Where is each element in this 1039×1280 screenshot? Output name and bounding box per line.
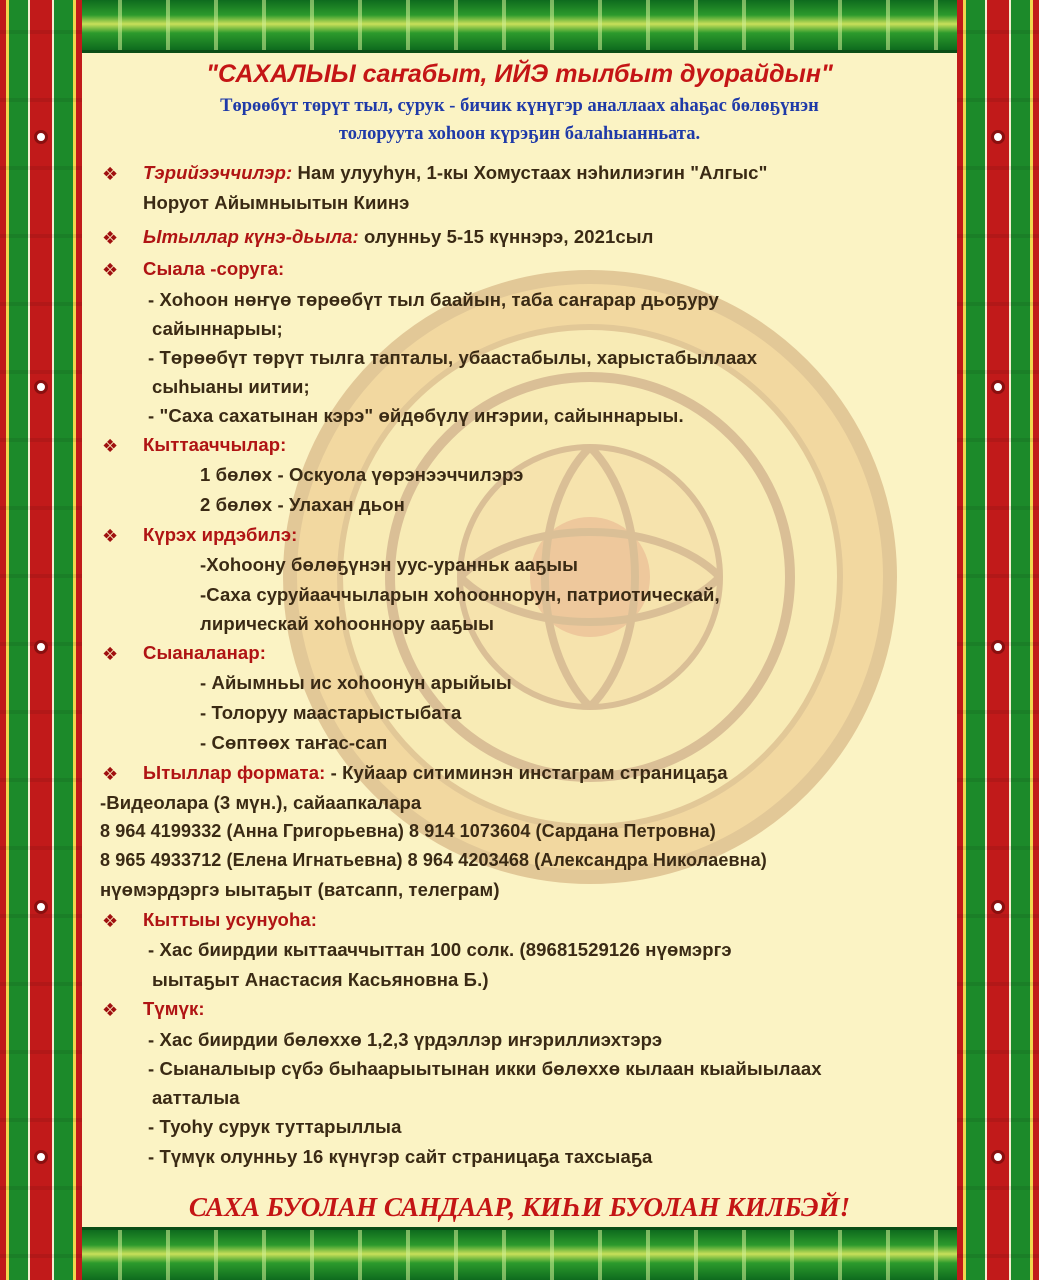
participants-item: 2 бөлөх - Улахан дьон bbox=[200, 494, 405, 515]
top-ornament-border bbox=[0, 0, 1039, 53]
goals-item: сайыннарыы; bbox=[152, 318, 283, 339]
results-item: - Сыаналыыр сүбэ быһаарыытынан икки бөлөххө кылаан кыайыылаах bbox=[148, 1058, 822, 1079]
bullet-icon: ❖ bbox=[102, 228, 119, 248]
organizers-label: Тэрийээччилэр: bbox=[143, 162, 293, 183]
requirements-item: -Хоһоону бөлөҕүнэн уус-уранньк ааҕыы bbox=[200, 554, 579, 575]
bottom-ornament-border bbox=[0, 1227, 1039, 1280]
right-ornament-border bbox=[957, 0, 1039, 1280]
bullet-icon: ❖ bbox=[102, 436, 119, 456]
format-label: Ытыллар формата: bbox=[143, 762, 326, 783]
results-item: аатталыа bbox=[152, 1087, 240, 1108]
judging-item: - Толоруу маастарыстыбата bbox=[200, 702, 462, 723]
goals-item: - Хоһоон нөҥүө төрөөбүт тыл баайын, таба саҥарар дьоҕуру bbox=[148, 289, 719, 310]
organizers-line-2: Норуот Айымныытын Киинэ bbox=[143, 192, 410, 213]
bullet-icon: ❖ bbox=[102, 164, 119, 184]
requirements-item: лирическай хоһооннору ааҕыы bbox=[200, 613, 495, 634]
goals-item: сыһыаны иитии; bbox=[152, 376, 310, 397]
dates-label: Ытыллар күнэ-дьыла: bbox=[143, 226, 359, 247]
bullet-icon: ❖ bbox=[102, 911, 119, 931]
bullet-icon: ❖ bbox=[102, 764, 119, 784]
format-text: - Куйаар ситиминэн инстаграм страницаҕа bbox=[325, 762, 728, 783]
format-line-2: -Видеолара (3 мүн.), сайаапкалара bbox=[100, 792, 422, 813]
closing-slogan: САХА БУОЛАН САНДААР, КИҺИ БУОЛАН КИЛБЭЙ! bbox=[188, 1192, 851, 1222]
judging-label: Сыаналанар: bbox=[143, 642, 266, 663]
requirements-item: -Саха суруйааччыларын хоһооннорун, патриотическай, bbox=[200, 584, 720, 605]
subtitle-line-2: толоруута хоһоон күрэҕин балаһыанньата. bbox=[338, 124, 701, 144]
fee-item: - Хас биирдии кыттааччыттан 100 солк. (89681529126 нүөмэргэ bbox=[148, 939, 732, 960]
fee-label: Кыттыы усунуоһа: bbox=[143, 909, 318, 930]
results-item: - Хас биирдии бөлөххө 1,2,3 үрдэллэр иҥэриллиэхтэрэ bbox=[148, 1029, 663, 1050]
dates-text: олунньу 5-15 күннэрэ, 2021сыл bbox=[358, 226, 654, 247]
document-content bbox=[84, 52, 955, 1222]
contact-line: 8 965 4933712 (Елена Игнатьевна) 8 964 4203468 (Александра Николаевна) bbox=[100, 850, 767, 870]
results-item: - Туоһу сурук туттарыллыа bbox=[148, 1116, 402, 1137]
subtitle-line-1: Төрөөбүт төрүт тыл, сурук - бичик күнүгэр аналлаах аһаҕас бөлөҕүнэн bbox=[220, 96, 819, 116]
organizers-line bbox=[143, 162, 767, 184]
format-line bbox=[143, 762, 728, 784]
goals-label: Сыала -соруга: bbox=[143, 258, 285, 279]
bullet-icon: ❖ bbox=[102, 644, 119, 664]
results-label: Түмүк: bbox=[143, 998, 205, 1019]
goals-item: - Төрөөбүт төрүт тылга тапталы, убаастабылы, харыстабыллаах bbox=[148, 347, 758, 368]
left-ornament-border bbox=[0, 0, 82, 1280]
bullet-icon: ❖ bbox=[102, 260, 119, 280]
goals-item: - "Саха сахатынан кэрэ" өйдөбүлү иҥэрии, сайыннарыы. bbox=[148, 405, 684, 426]
participants-item: 1 бөлөх - Оскуола үөрэнээччилэрэ bbox=[200, 464, 524, 485]
results-item: - Түмүк олунньу 16 күнүгэр сайт страницаҕа тахсыаҕа bbox=[148, 1146, 653, 1167]
format-line-last: нүөмэрдэргэ ыытаҕыт (ватсапп, телеграм) bbox=[100, 879, 500, 900]
judging-item: - Айымньы ис хоһоонун арыйыы bbox=[200, 672, 512, 693]
poster-subtitle bbox=[84, 92, 955, 148]
bullet-icon: ❖ bbox=[102, 526, 119, 546]
requirements-label: Күрэх ирдэбилэ: bbox=[143, 524, 298, 545]
participants-label: Кыттааччылар: bbox=[143, 434, 287, 455]
judging-item: - Сөптөөх таҥас-сап bbox=[200, 732, 388, 753]
organizers-text: Нам улууһун, 1-кы Хомустаах нэһилиэгин "Алгыс" bbox=[292, 162, 768, 183]
dates-line bbox=[143, 226, 654, 248]
bullet-icon: ❖ bbox=[102, 1000, 119, 1020]
poster-title: "САХАЛЫЫ саҥабыт, ИЙЭ тылбыт дуорайдын" bbox=[206, 60, 833, 88]
contact-line: 8 964 4199332 (Анна Григорьевна) 8 914 1073604 (Сардана Петровна) bbox=[100, 821, 716, 841]
fee-item: ыытаҕыт Анастасия Касьяновна Б.) bbox=[152, 969, 489, 990]
